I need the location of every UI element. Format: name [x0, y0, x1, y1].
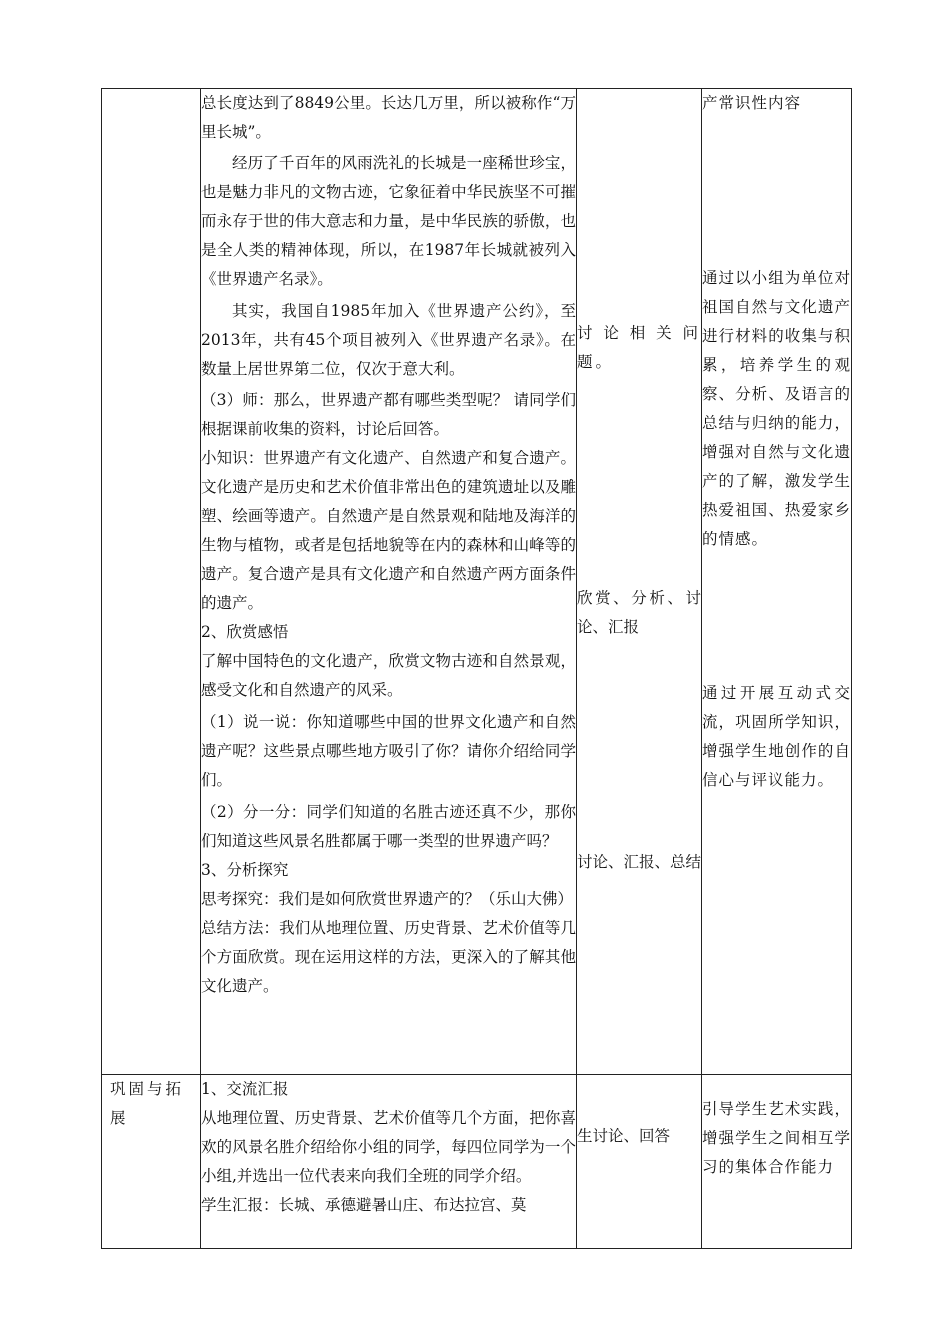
table-row: [102, 89, 852, 1075]
design-intent-cell: [702, 89, 852, 1075]
paragraph: 了解中国特色的文化遗产，欣赏文物古迹和自然景观，感受文化和自然遗产的风采。: [201, 652, 576, 699]
paragraph: 总结方法：我们从地理位置、历史背景、艺术价值等几个方面欣赏。现在运用这样的方法，更深入的了解其他文化遗产。: [201, 919, 576, 995]
stage-cell: [102, 89, 201, 1075]
design-intent: 引导学生艺术实践，增强学生之间相互学习的集体合作能力: [702, 1100, 851, 1176]
paragraph: 思考探究：我们是如何欣赏世界遗产的？（乐山大佛）: [201, 890, 574, 908]
paragraph: 经历了千百年的风雨洗礼的长城是一座稀世珍宝，也是魅力非凡的文物古迹，它象征着中华民族坚不可摧而永存于世的伟大意志和力量，是中华民族的骄傲，也是全人类的精神体现，所以，在1987年长城就被列入《世界遗产名录》。: [201, 154, 576, 288]
design-intent: 通过开展互动式交流，巩固所学知识，增强学生地创作的自信心与评议能力。: [702, 684, 851, 789]
design-intent-cell: [702, 1075, 852, 1249]
student-activity: 讨论相关问题。: [577, 324, 701, 371]
student-activity: 欣赏、分析、讨论、汇报: [577, 589, 701, 636]
paragraph: 其实，我国自1985年加入《世界遗产公约》，至2013年，共有45个项目被列入《世界遗产名录》。在数量上居世界第二位，仅次于意大利。: [201, 302, 576, 378]
paragraph: （1）说一说：你知道哪些中国的世界文化遗产和自然遗产呢？这些景点哪些地方吸引了你？请你介绍给同学们。: [201, 713, 576, 789]
paragraph: 小知识：世界遗产有文化遗产、自然遗产和复合遗产。文化遗产是历史和艺术价值非常出色的建筑遗址以及雕塑、绘画等遗产。自然遗产是自然景观和陆地及海洋的生物与植物，或者是包括地貌等在内的森林和山峰等的遗产。复合遗产是具有文化遗产和自然遗产两方面条件的遗产。: [201, 449, 576, 612]
section-heading: 3、分析探究: [201, 861, 289, 879]
paragraph: （2）分一分：同学们知道的名胜古迹还真不少，那你们知道这些风景名胜都属于哪一类型的世界遗产吗？: [201, 803, 576, 850]
lesson-plan-table: [101, 88, 852, 1249]
paragraph: （3）师：那么，世界遗产都有哪些类型呢？ 请同学们根据课前收集的资料，讨论后回答。: [201, 391, 576, 438]
section-heading: 2、欣赏感悟: [201, 623, 289, 641]
table-row: [102, 1075, 852, 1249]
design-intent: 通过以小组为单位对祖国自然与文化遗产进行材料的收集与积累，培养学生的观察、分析、及语言的总结与归纳的能力，增强对自然与文化遗产的了解，激发学生热爱祖国、热爱家乡的情感。: [702, 269, 851, 548]
section-heading: 1、交流汇报: [201, 1080, 289, 1098]
paragraph: 从地理位置、历史背景、艺术价值等几个方面，把你喜欢的风景名胜介绍给你小组的同学，每四位同学为一个小组,并选出一位代表来向我们全班的同学介绍。: [201, 1109, 576, 1185]
teaching-content-cell: [201, 1075, 577, 1249]
student-activity: 生讨论、回答: [577, 1127, 671, 1145]
paragraph: 总长度达到了8849公里。长达几万里，所以被称作“万里长城”。: [201, 94, 576, 141]
student-activity-cell: [577, 1075, 702, 1249]
stage-cell: 巩固与拓展: [102, 1075, 201, 1249]
design-intent: 产常识性内容: [702, 94, 802, 112]
teaching-content-cell: [201, 89, 577, 1075]
student-activity-cell: [577, 89, 702, 1075]
student-activity: 讨论、汇报、总结: [577, 853, 702, 871]
paragraph: 学生汇报：长城、承德避暑山庄、布达拉宫、莫: [201, 1196, 527, 1214]
